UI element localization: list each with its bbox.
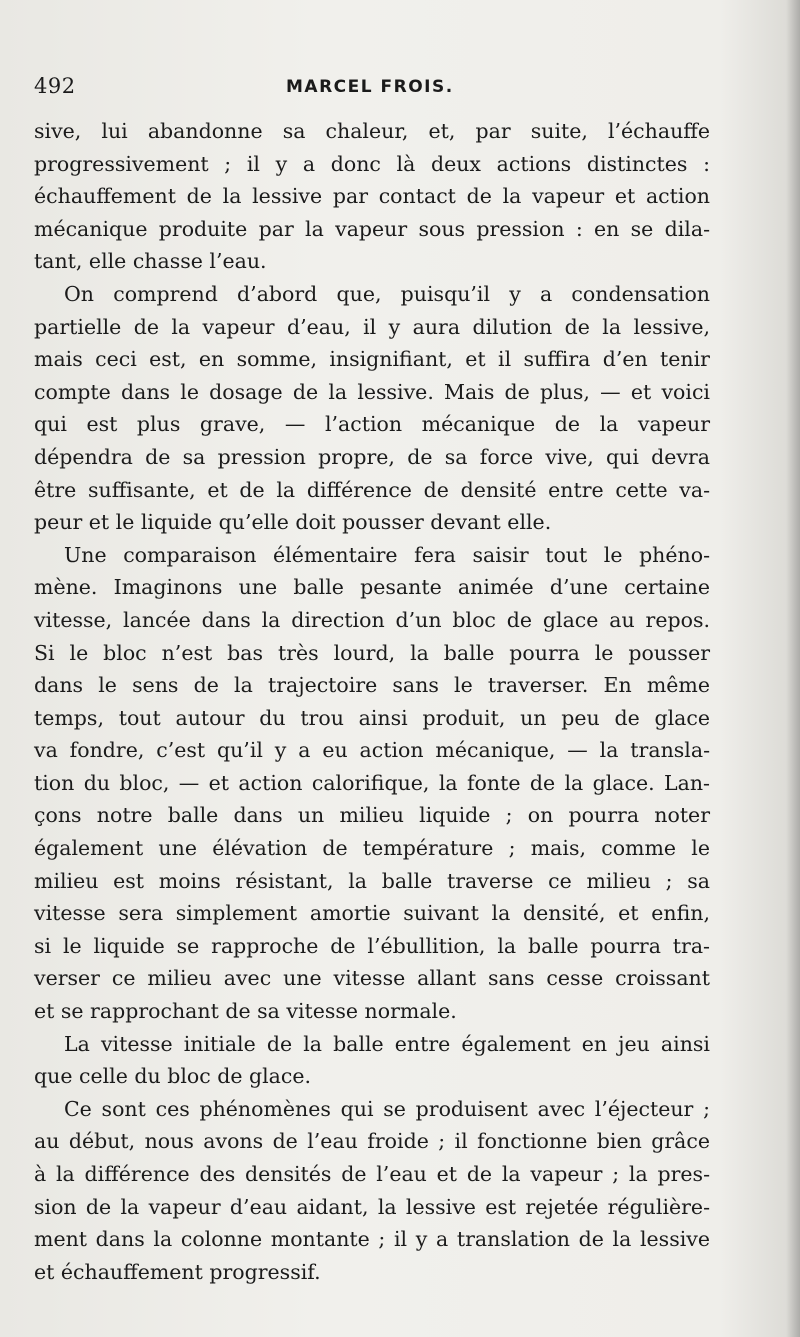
text-line: Une comparaison élémentaire fera saisir tout le phéno-	[64, 542, 710, 567]
text-line: dépendra de sa pression propre, de sa force vive, qui devra	[34, 444, 710, 469]
text-line: partielle de la vapeur d’eau, il y aura dilution de la lessive,	[34, 314, 710, 339]
text-line: également une élévation de température ; mais, comme le	[34, 836, 710, 861]
text-line: Si le bloc n’est bas très lourd, la balle pourra le pousser	[34, 640, 710, 665]
text-line: être suffisante, et de la différence de densité entre cette va-	[34, 477, 710, 502]
text-line: si le liquide se rapproche de l’ébullition, la balle pourra tra-	[34, 933, 710, 958]
text-line: çons notre balle dans un milieu liquide ; on pourra noter	[34, 803, 710, 828]
paragraph	[34, 115, 710, 278]
text-line: qui est plus grave, — l’action mécanique de la vapeur	[34, 412, 710, 437]
text-line: tant, elle chasse l’eau.	[34, 249, 267, 274]
text-line: mécanique produite par la vapeur sous pression : en se dila-	[34, 216, 710, 241]
page-number: 492	[34, 74, 76, 98]
paragraph	[34, 539, 710, 1028]
text-line: dans le sens de la trajectoire sans le traverser. En même	[34, 673, 710, 698]
text-line: sive, lui abandonne sa chaleur, et, par suite, l’échauffe	[34, 119, 710, 143]
text-line: et se rapprochant de sa vitesse normale.	[34, 999, 457, 1024]
text-line: mène. Imaginons une balle pesante animée d’une certaine	[34, 575, 710, 600]
text-line: vitesse, lancée dans la direction d’un bloc de glace au repos.	[34, 607, 710, 632]
text-line: peur et le liquide qu’elle doit pousser devant elle.	[34, 510, 552, 535]
text-line: à la différence des densités de l’eau et de la vapeur ; la pres-	[34, 1162, 710, 1186]
text-line: temps, tout autour du trou ainsi produit, un peu de glace	[34, 705, 710, 730]
text-line: tion du bloc, — et action calorifique, la fonte de la glace. Lan-	[34, 770, 710, 795]
text-line: va fondre, c’est qu’il y a eu action mécanique, — la transla-	[34, 738, 710, 763]
text-line: au début, nous avons de l’eau froide ; il fonctionne bien grâce	[34, 1129, 710, 1154]
text-line: La vitesse initiale de la balle entre également en jeu ainsi	[64, 1031, 710, 1056]
page-header	[34, 74, 714, 104]
page-edge-shadow	[786, 0, 800, 1337]
text-line: progressivement ; il y a donc là deux actions distinctes :	[34, 151, 710, 176]
text-line: vitesse sera simplement amortie suivant la densité, et enfin,	[34, 901, 710, 926]
paragraph	[34, 278, 710, 539]
text-line: verser ce milieu avec une vitesse allant sans cesse croissant	[34, 966, 710, 991]
text-line: compte dans le dosage de la lessive. Mais de plus, — et voici	[34, 379, 710, 404]
text-line: échauffement de la lessive par contact de la vapeur et action	[34, 184, 710, 209]
text-line: et échauffement progressif.	[34, 1259, 321, 1284]
text-line: milieu est moins résistant, la balle traverse ce milieu ; sa	[34, 868, 710, 893]
text-line: Ce sont ces phénomènes qui se produisent avec l’éjecteur ;	[64, 1096, 710, 1121]
paragraph	[34, 1028, 710, 1093]
running-head: MARCEL FROIS.	[286, 77, 454, 97]
text-line: ment dans la colonne montante ; il y a translation de la lessive	[34, 1227, 710, 1252]
text-line: que celle du bloc de glace.	[34, 1064, 312, 1089]
text-line: sion de la vapeur d’eau aidant, la lessive est rejetée régulière-	[34, 1194, 710, 1219]
body-text	[34, 115, 710, 1288]
text-line: On comprend d’abord que, puisqu’il y a condensation	[64, 281, 710, 306]
text-line: mais ceci est, en somme, insignifiant, et il suffira d’en tenir	[34, 347, 710, 372]
paragraph	[34, 1093, 710, 1289]
